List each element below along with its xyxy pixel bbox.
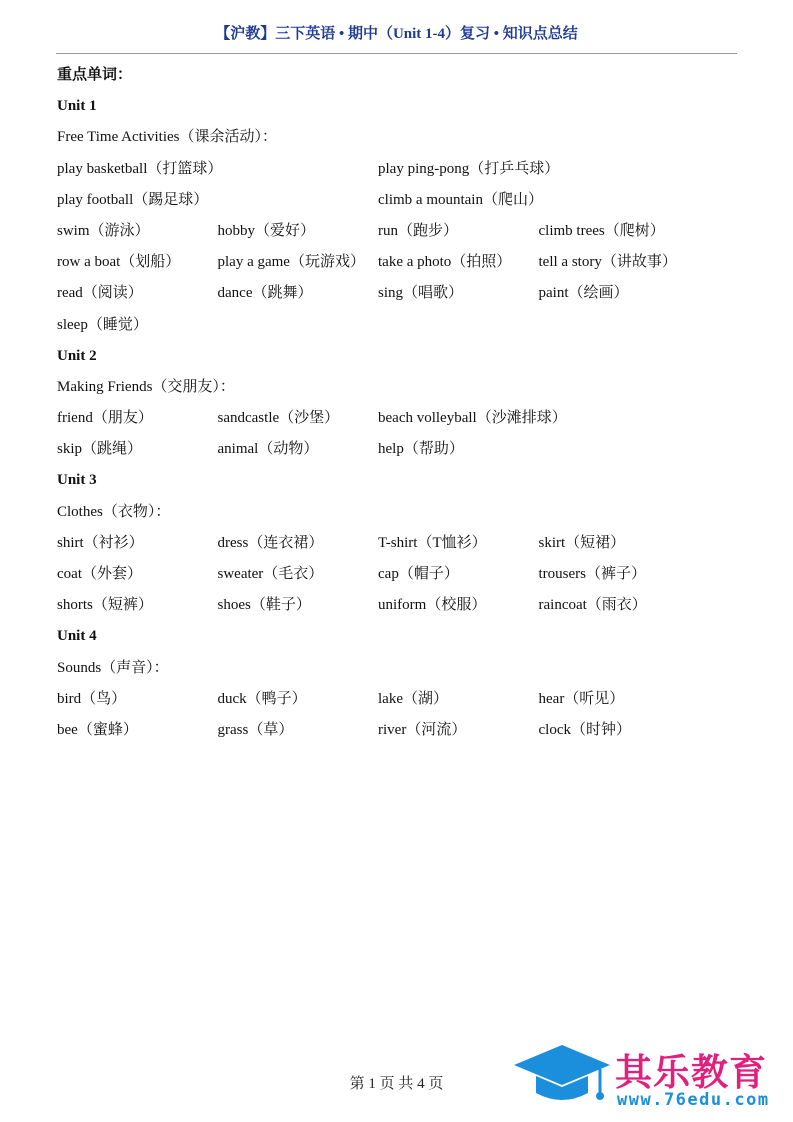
vocab-item: skip（跳绳） bbox=[57, 441, 143, 458]
vocab-item: grass（草） bbox=[217, 721, 294, 738]
vocab-row bbox=[57, 684, 737, 715]
vocab-item: raincoat（雨衣） bbox=[538, 597, 647, 614]
vocab-item: T-shirt（T恤衫） bbox=[378, 534, 487, 551]
vocab-item: take a photo（拍照） bbox=[378, 254, 512, 271]
vocab-item: sandcastle（沙堡） bbox=[217, 410, 340, 427]
vocab-item: uniform（校服） bbox=[378, 597, 487, 614]
vocab-item: duck（鸭子） bbox=[217, 690, 307, 707]
vocab-item: lake（湖） bbox=[378, 690, 448, 707]
unit-heading: Unit 3 bbox=[57, 472, 97, 489]
vocab-item: row a boat（划船） bbox=[57, 254, 181, 271]
section-title: 重点单词： bbox=[57, 67, 133, 83]
vocab-row bbox=[57, 247, 737, 278]
vocab-item: beach volleyball（沙滩排球） bbox=[378, 410, 567, 427]
unit-heading: Unit 1 bbox=[57, 98, 97, 115]
vocab-item: trousers（裤子） bbox=[538, 566, 646, 582]
vocab-row bbox=[57, 310, 737, 341]
vocab-row bbox=[57, 185, 737, 216]
vocab-item: friend（朋友） bbox=[57, 410, 153, 427]
vocab-item: help（帮助） bbox=[378, 441, 464, 458]
graduation-cap-icon bbox=[512, 1043, 612, 1105]
vocab-item: skirt（短裙） bbox=[538, 534, 626, 551]
vocab-row bbox=[57, 434, 737, 465]
vocab-item: paint（绘画） bbox=[538, 285, 629, 302]
vocab-item: shirt（衬衫） bbox=[57, 534, 144, 551]
vocab-row bbox=[57, 590, 737, 621]
vocab-item: sing（唱歌） bbox=[378, 285, 464, 302]
unit-heading: Unit 2 bbox=[57, 347, 97, 364]
vocab-row bbox=[57, 278, 737, 309]
vocab-item: climb trees（爬树） bbox=[538, 222, 665, 239]
vocab-row bbox=[57, 403, 737, 434]
vocab-row bbox=[57, 715, 737, 746]
vocab-item: sleep（睡觉） bbox=[57, 316, 148, 333]
page-number: 第 1 页 共 4 页 bbox=[349, 1076, 444, 1092]
vocab-item: cap（帽子） bbox=[378, 566, 459, 582]
vocab-item: play ping-pong（打乒乓球） bbox=[378, 160, 560, 177]
unit-topic: Clothes（衣物）： bbox=[57, 503, 171, 520]
header-divider bbox=[56, 53, 737, 54]
vocab-item: bird（鸟） bbox=[57, 690, 127, 707]
vocab-item: play basketball（打篮球） bbox=[57, 160, 223, 177]
unit-topic: Sounds（声音）： bbox=[57, 659, 169, 676]
brand-logo bbox=[512, 1040, 787, 1115]
vocab-item: coat（外套） bbox=[57, 566, 142, 582]
vocab-item: dress（连衣裙） bbox=[217, 534, 324, 551]
unit-heading: Unit 4 bbox=[57, 628, 97, 645]
vocab-item: bee（蜜蜂） bbox=[57, 721, 138, 738]
vocabulary-content bbox=[57, 60, 737, 746]
vocab-row bbox=[57, 154, 737, 185]
brand-url: www.76edu.com bbox=[617, 1090, 770, 1110]
vocab-item: play football（踢足球） bbox=[57, 191, 209, 208]
vocab-item: shoes（鞋子） bbox=[217, 597, 311, 614]
page-header-title: 【沪教】三下英语 • 期中（Unit 1-4）复习 • 知识点总结 bbox=[215, 26, 578, 42]
vocab-item: hobby（爱好） bbox=[217, 222, 316, 239]
vocab-item: clock（时钟） bbox=[538, 721, 631, 738]
vocab-item: shorts（短裤） bbox=[57, 597, 153, 614]
vocab-item: read（阅读） bbox=[57, 285, 143, 302]
vocab-item: climb a mountain（爬山） bbox=[378, 191, 543, 208]
vocab-item: hear（听见） bbox=[538, 690, 625, 707]
brand-name: 其乐教育 bbox=[615, 1051, 767, 1094]
unit-topic: Making Friends（交朋友）： bbox=[57, 378, 235, 395]
vocab-row bbox=[57, 528, 737, 559]
vocab-item: run（跑步） bbox=[378, 222, 458, 239]
vocab-item: animal（动物） bbox=[217, 441, 319, 458]
vocab-item: dance（跳舞） bbox=[217, 285, 313, 302]
vocab-row bbox=[57, 559, 737, 590]
vocab-item: tell a story（讲故事） bbox=[538, 254, 677, 271]
unit-topic: Free Time Activities（课余活动）： bbox=[57, 129, 278, 146]
vocab-item: swim（游泳） bbox=[57, 222, 150, 239]
vocab-item: sweater（毛衣） bbox=[217, 566, 324, 582]
vocab-item: river（河流） bbox=[378, 721, 467, 738]
vocab-item: play a game（玩游戏） bbox=[217, 254, 365, 271]
vocab-row bbox=[57, 216, 737, 247]
